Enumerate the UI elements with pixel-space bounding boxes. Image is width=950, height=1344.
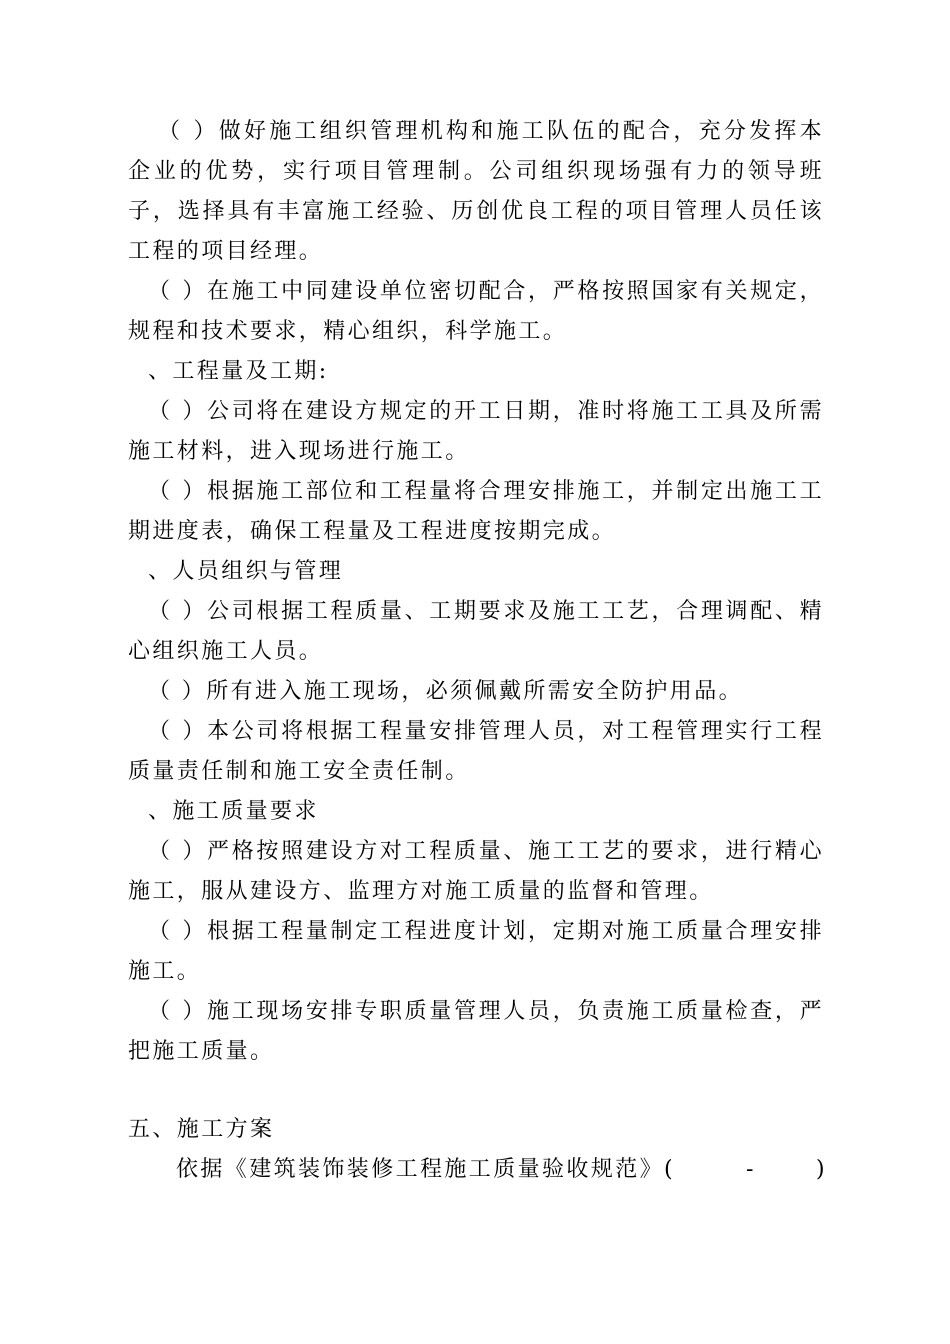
reference-line (128, 1150, 827, 1190)
reference-dash: - (746, 1157, 756, 1182)
paragraph-responsibility: （ ）本公司将根据工程量安排管理人员，对工程管理实行工程质量责任制和施工安全责任制。 (128, 719, 824, 784)
paragraph-cooperation: （ ）在施工中同建设单位密切配合，严格按照国家有关规定，规程和技术要求，精心组织，科学施工。 (128, 279, 824, 344)
heading-quantity-schedule: 、工程量及工期: (148, 359, 329, 384)
section-five-title: 五、施工方案 (128, 1117, 275, 1142)
paragraph-safety-gear: （ ）所有进入施工现场，必须佩戴所需安全防护用品。 (148, 679, 743, 704)
paragraph-progress-plan: （ ）根据工程量制定工程进度计划，定期对施工质量合理安排施工。 (128, 919, 824, 984)
paragraph-quality-staff: （ ）施工现场安排专职质量管理人员，负责施工质量检查，严把施工质量。 (128, 999, 824, 1064)
heading-personnel: 、人员组织与管理 (148, 559, 344, 584)
paragraph-quality-requirements: （ ）严格按照建设方对工程质量、施工工艺的要求，进行精心施工，服从建设方、监理方对施工质量的监督和管理。 (128, 839, 824, 904)
paragraph-organization: （ ）做好施工组织管理机构和施工队伍的配合，充分发挥本企业的优势，实行项目管理制。公司组织现场强有力的领导班子，选择具有丰富施工经验、历创优良工程的项目管理人员任该工程的项目经理。 (128, 119, 824, 264)
heading-quality: 、施工质量要求 (148, 799, 319, 824)
blank-line (128, 1072, 824, 1110)
paragraph-start-date: （ ）公司将在建设方规定的开工日期，准时将施工工具及所需施工材料，进入现场进行施工。 (128, 399, 824, 464)
reference-text: 依据《建筑装饰装修工程施工质量验收规范》( (176, 1157, 675, 1182)
paragraph-schedule-plan: （ ）根据施工部位和工程量将合理安排施工，并制定出施工工期进度表，确保工程量及工程进度按期完成。 (128, 479, 824, 544)
document-page (128, 112, 827, 1190)
paragraph-personnel-allocation: （ ）公司根据工程质量、工期要求及施工工艺，合理调配、精心组织施工人员。 (128, 599, 824, 664)
reference-close-paren: ) (816, 1157, 827, 1182)
